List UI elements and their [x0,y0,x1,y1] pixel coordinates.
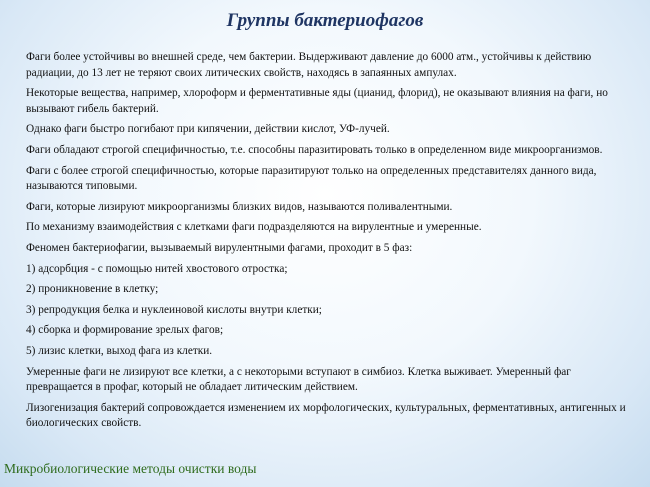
paragraph: Фаги, которые лизируют микроорганизмы близких видов, называются поливалентными. [26,200,453,213]
slide-title: Группы бактериофагов [226,10,424,31]
paragraph: Однако фаги быстро погибают при кипячении, действии кислот, УФ-лучей. [26,123,390,136]
phase-item: 5) лизис клетки, выход фага из клетки. [26,344,213,357]
slide-body [26,50,626,437]
paragraph: Феномен бактериофагии, вызываемый вирулентными фагами, проходит в 5 фаз: [26,241,413,254]
paragraph: Лизогенизация бактерий сопровождается изменением их морфологических, культуральных, ферментативных, антигенных и биологических свойств. [26,401,626,430]
paragraph: Некоторые вещества, например, хлороформ и ферментативные яды (цианид, флорид), не оказывают влияния на фаги, но вызывают гибель бактерий. [26,87,608,115]
paragraph: Фаги обладают строгой специфичностью, т.е. способны паразитировать только в определенном виде микроорганизмов. [26,143,603,156]
paragraph: Умеренные фаги не лизируют все клетки, а с некоторыми вступают в симбиоз. Клетка выживает. Умеренный фаг превращается в профаг, который не обладает литическим действием. [26,365,571,394]
phase-item: 2) проникновение в клетку; [26,283,159,296]
phase-item: 3) репродукция белка и нуклеиновой кислоты внутри клетки; [26,303,322,316]
paragraph: Фаги более устойчивы во внешней среде, чем бактерии. Выдерживают давление до 6000 атм., устойчивы к действию радиации, до 13 лет не теряют своих литических свойств, находясь в запаянных ампулах. [26,51,592,79]
phase-item: 1) адсорбция - с помощью нитей хвостового отростка; [26,262,288,275]
phase-item: 4) сборка и формирование зрелых фагов; [26,324,224,337]
slide-footer: Микробиологические методы очистки воды [4,461,257,476]
paragraph: Фаги с более строгой специфичностью, которые паразитируют только на определенных представителях данного вида, называются типовыми. [26,164,597,193]
paragraph: По механизму взаимодействия с клетками фаги подразделяются на вирулентные и умеренные. [26,221,482,234]
